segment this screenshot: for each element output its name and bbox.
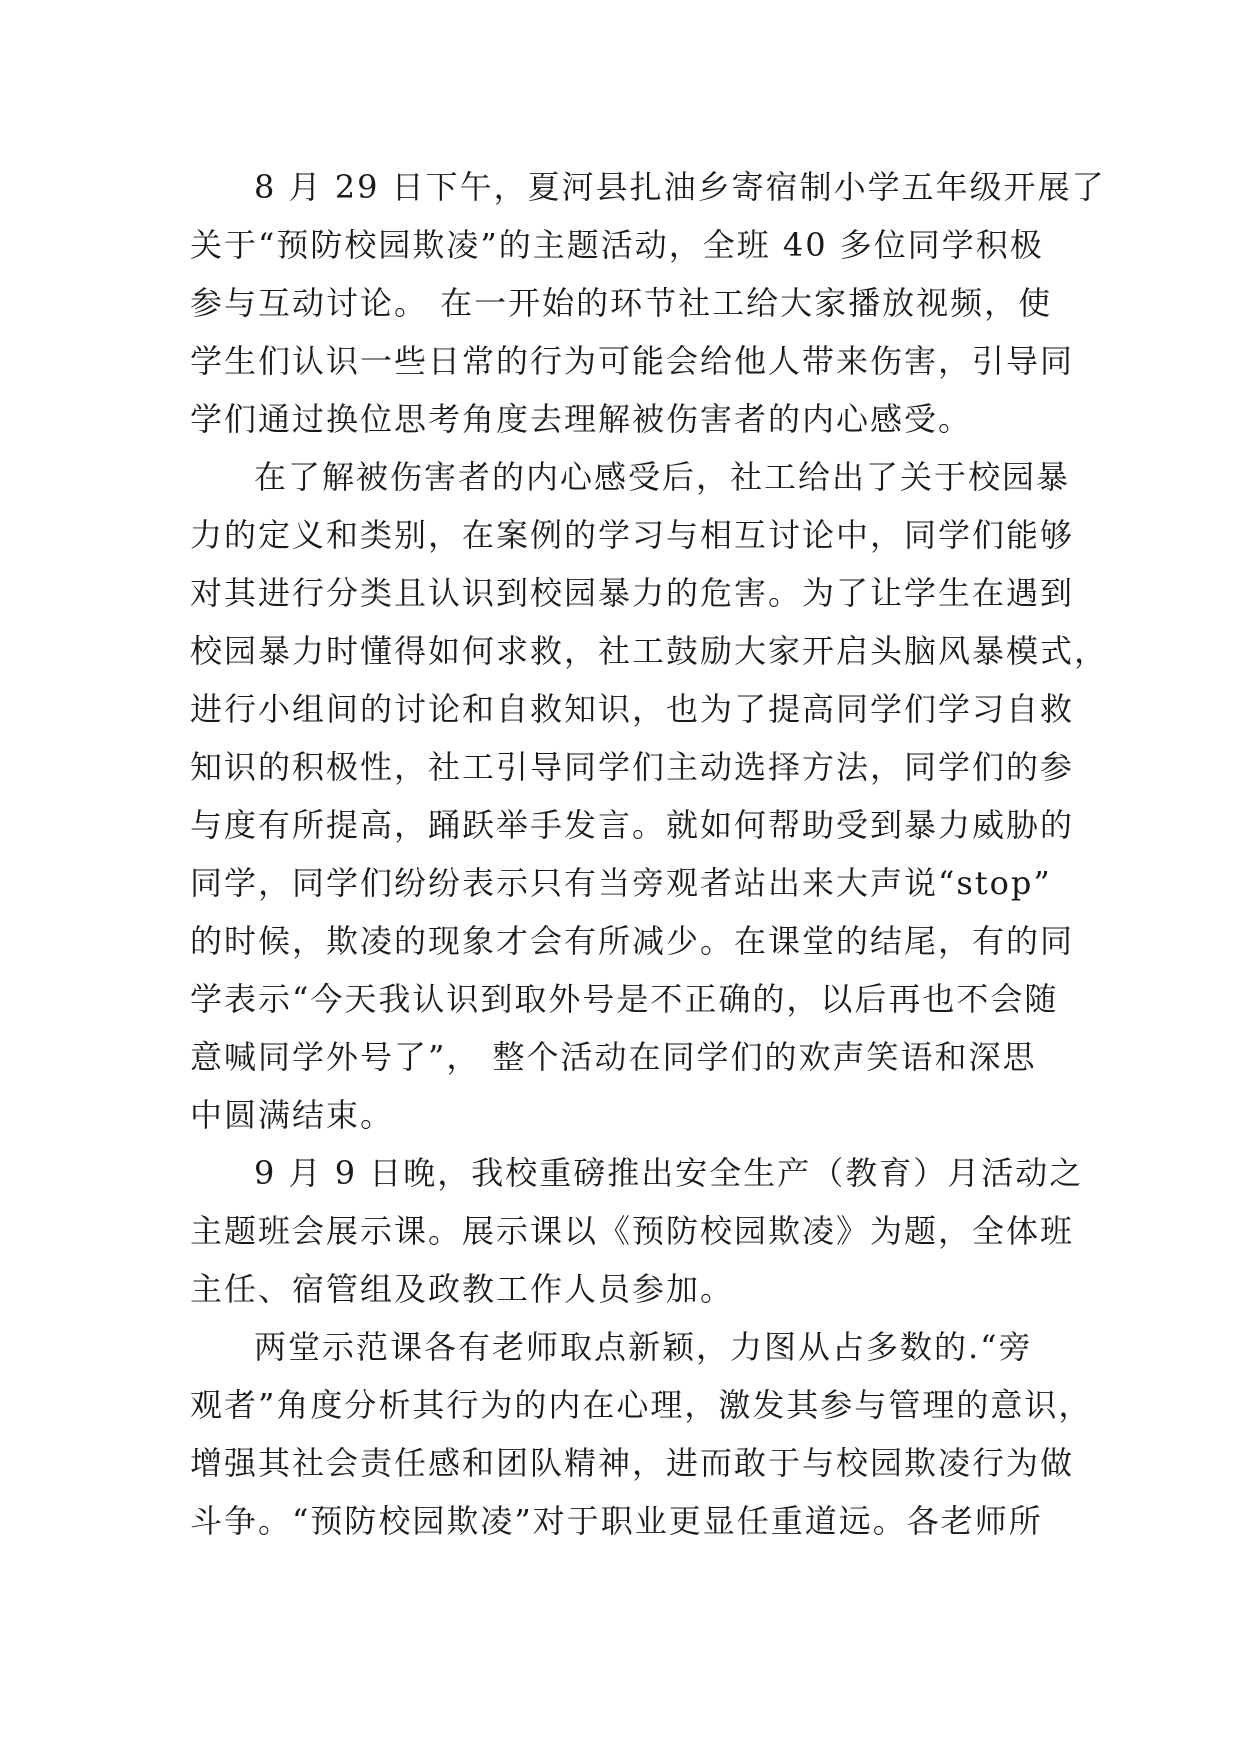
text-line: 增强其社会责任感和团队精神，进而敢于与校园欺凌行为做 xyxy=(190,1444,1075,1482)
text-line: 两堂示范课各有老师取点新颖，力图从占多数的.“旁 xyxy=(254,1328,1033,1366)
text-line: 校园暴力时懂得如何求救，社工鼓励大家开启头脑风暴模式， xyxy=(190,632,1109,670)
text-line: 学表示“今天我认识到取外号是不正确的，以后再也不会随 xyxy=(190,980,1059,1018)
text-line: 观者”角度分析其行为的内在心理，激发其参与管理的意识， xyxy=(190,1386,1093,1424)
text-line: 主题班会展示课。展示课以《预防校园欺凌》为题，全体班 xyxy=(190,1212,1075,1250)
text-line: 参与互动讨论。 在一开始的环节社工给大家播放视频，使 xyxy=(190,284,1053,322)
text-line: 主任、宿管组及政教工作人员参加。 xyxy=(190,1270,735,1308)
text-line: 斗争。“预防校园欺凌”对于职业更显任重道远。各老师所 xyxy=(190,1502,1043,1540)
text-line: 同学，同学们纷纷表示只有当旁观者站出来大声说“stop” xyxy=(190,864,1052,902)
text-line: 对其进行分类且认识到校园暴力的危害。为了让学生在遇到 xyxy=(190,574,1075,612)
text-line: 关于“预防校园欺凌”的主题活动，全班 40 多位同学积极 xyxy=(190,226,1044,264)
text-line: 的时候，欺凌的现象才会有所减少。在课堂的结尾，有的同 xyxy=(190,922,1075,960)
text-line: 中圆满结束。 xyxy=(190,1096,395,1134)
text-line: 9 月 9 日晚，我校重磅推出安全生产（教育）月活动之 xyxy=(254,1154,1084,1192)
text-line: 在了解被伤害者的内心感受后，社工给出了关于校园暴 xyxy=(254,458,1071,496)
text-line: 知识的积极性，社工引导同学们主动选择方法，同学们的参 xyxy=(190,748,1075,786)
text-line: 意喊同学外号了”， 整个活动在同学们的欢声笑语和深思 xyxy=(190,1038,1037,1076)
text-line: 学们通过换位思考角度去理解被伤害者的内心感受。 xyxy=(190,400,973,438)
text-line: 进行小组间的讨论和自救知识，也为了提高同学们学习自救 xyxy=(190,690,1075,728)
text-line: 力的定义和类别，在案例的学习与相互讨论中，同学们能够 xyxy=(190,516,1075,554)
text-line: 8 月 29 日下午，夏河县扎油乡寄宿制小学五年级开展了 xyxy=(254,168,1106,206)
text-line: 与度有所提高，踊跃举手发言。就如何帮助受到暴力威胁的 xyxy=(190,806,1075,844)
document-body xyxy=(190,158,1109,1550)
text-line: 学生们认识一些日常的行为可能会给他人带来伤害，引导同 xyxy=(190,342,1075,380)
